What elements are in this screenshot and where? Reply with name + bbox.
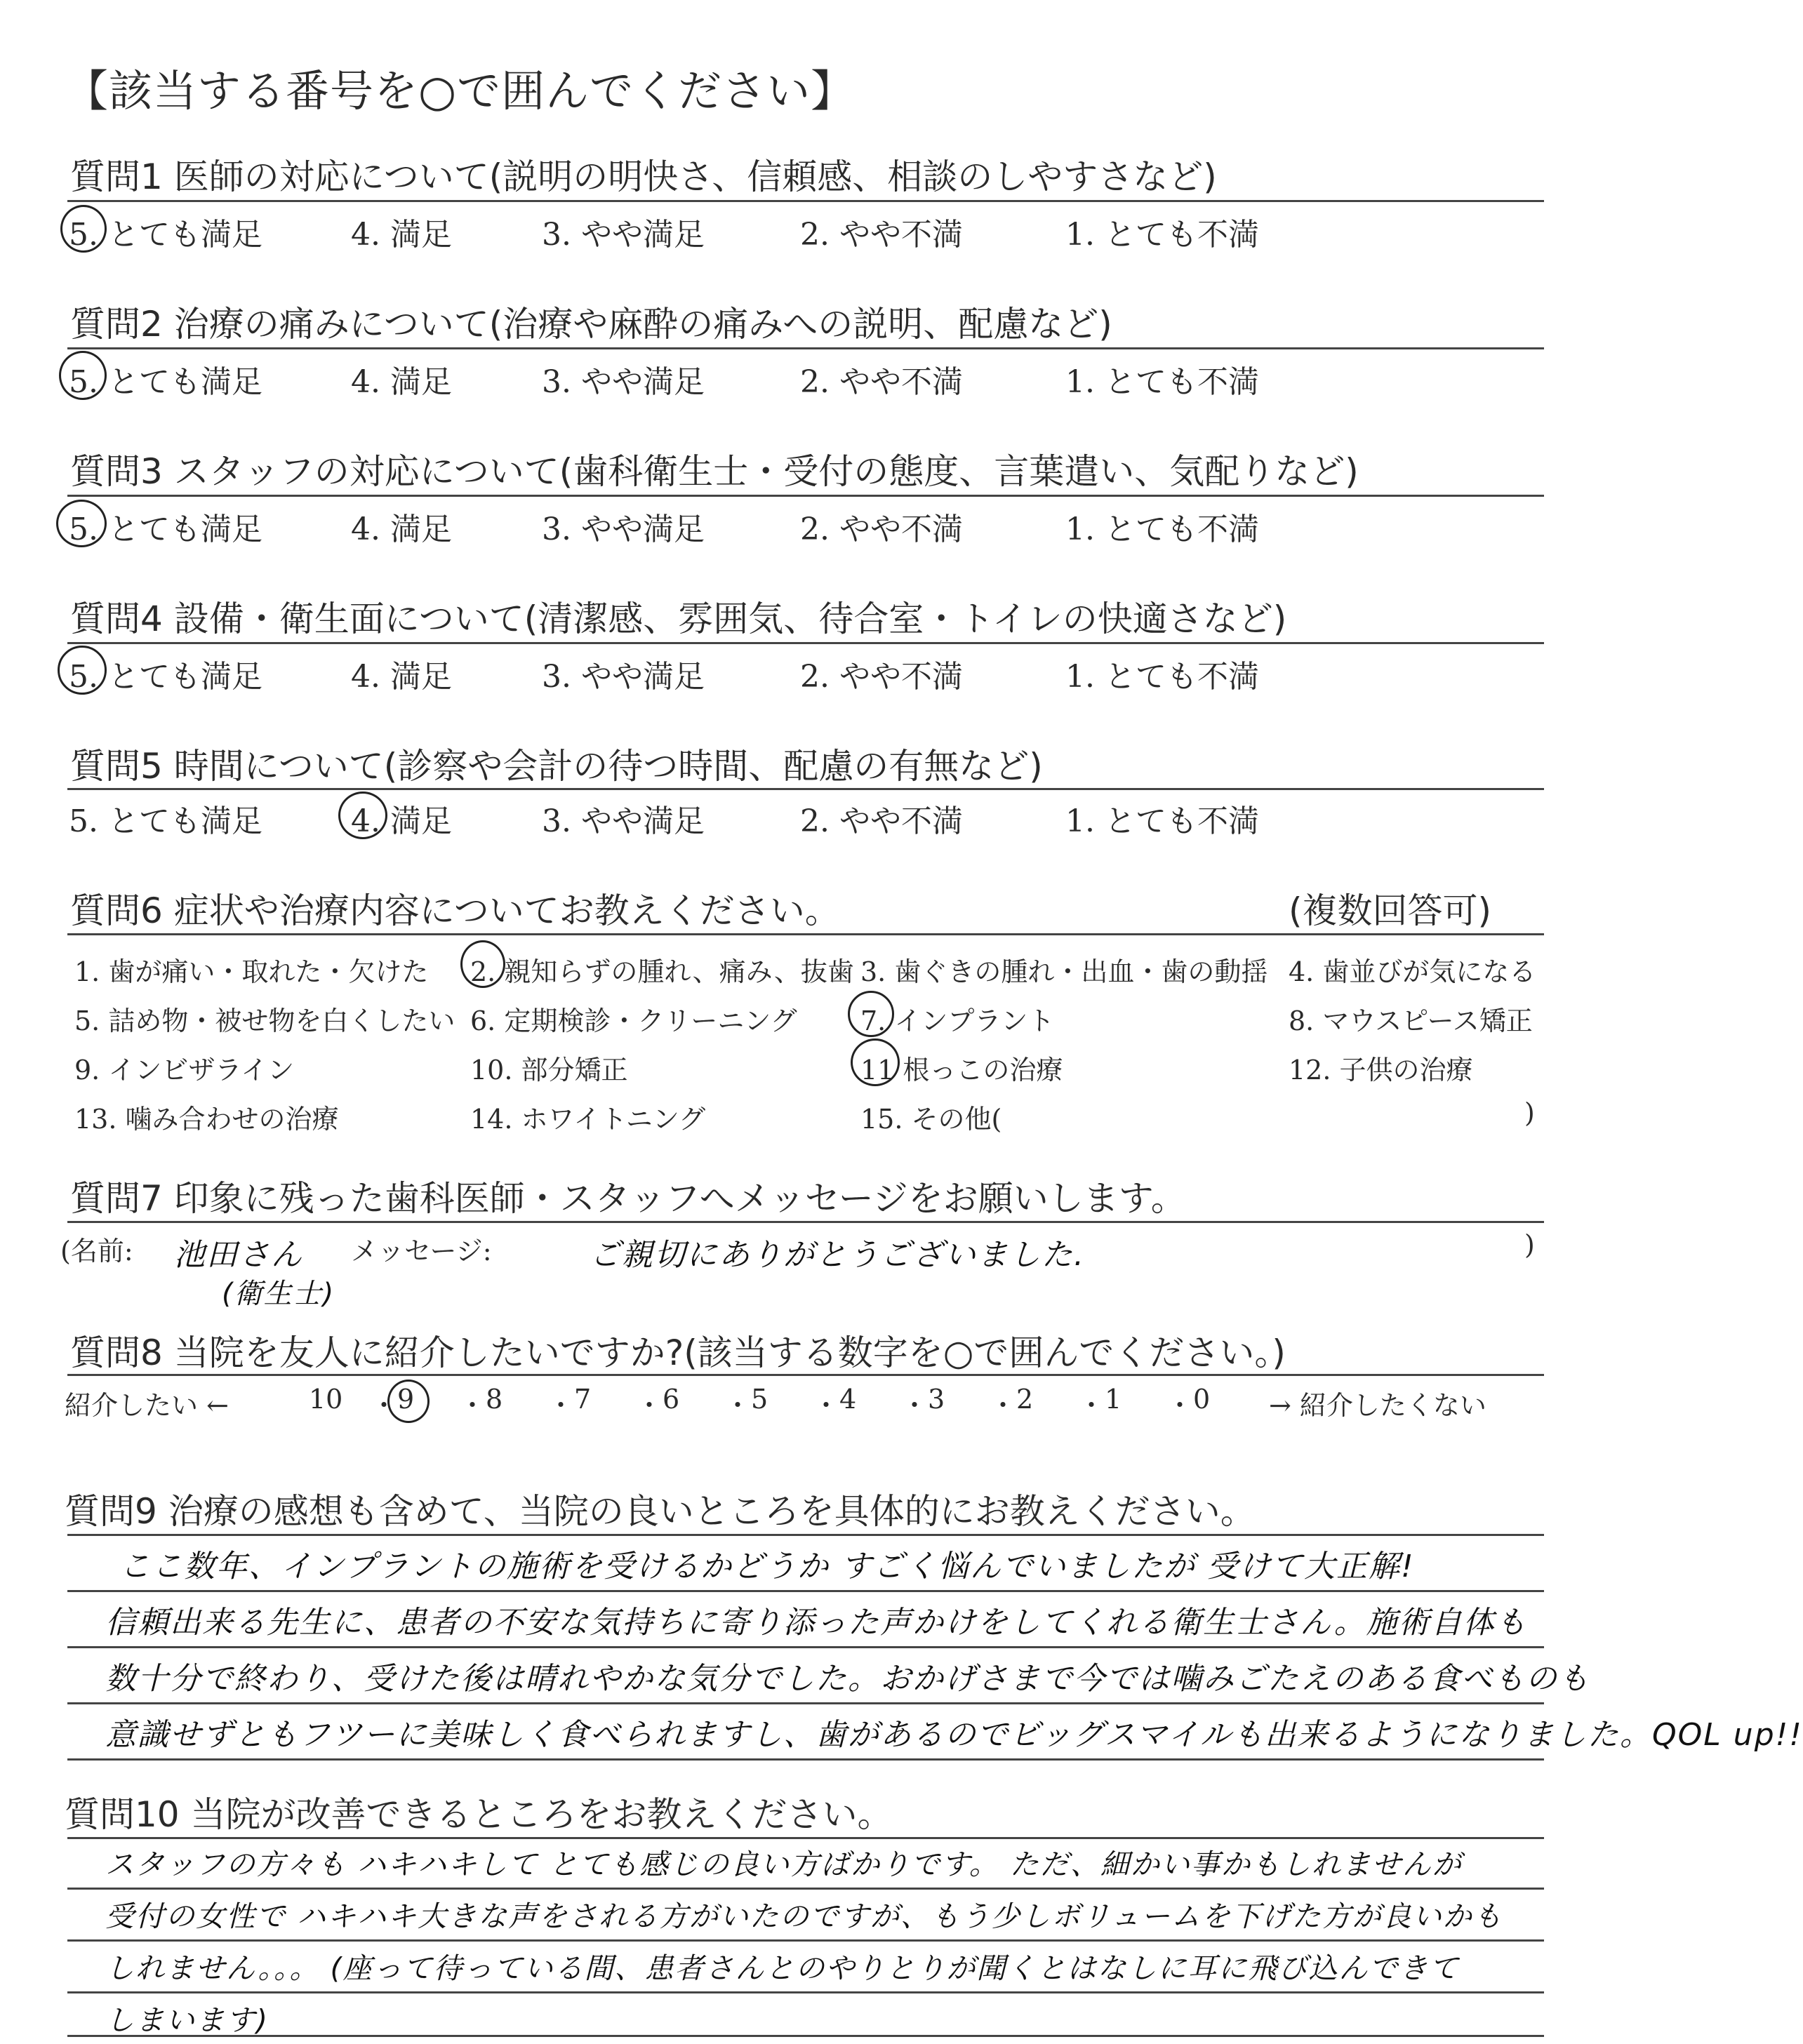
q9-line-3: 数十分で終わり、受けた後は晴れやかな気分でした。おかげさまで今では噛みごたえのある食べものも <box>105 1661 1590 1697</box>
q10-line-4: しまいます) <box>105 2003 269 2037</box>
q7-name-value[interactable]: 池田さん <box>174 1237 303 1273</box>
question-1-title: 質問1 医師の対応について(説明の明快さ、信頼感、相談のしやすさなど) <box>70 156 1217 197</box>
q7-name-sub: (衛生士) <box>222 1278 335 1310</box>
q8-scale-10[interactable]: 10 <box>309 1384 343 1415</box>
q7-close-paren: ) <box>1524 1229 1535 1260</box>
q2-option-3[interactable]: 3. やや満足 <box>542 364 705 400</box>
q9-rule-2 <box>67 1590 1544 1592</box>
q6-item-2[interactable]: 2. 親知らずの腫れ、痛み、抜歯 <box>470 956 854 987</box>
q8-scale-3[interactable]: 3 <box>928 1384 945 1415</box>
q8-scale-9[interactable]: 9 <box>397 1384 415 1415</box>
q8-scale-separator: ・ <box>547 1390 575 1421</box>
question-6-title: 質問6 症状や治療内容についてお教えください。 <box>70 890 840 931</box>
q10-rule-3 <box>67 1939 1544 1942</box>
q6-item-12[interactable]: 12. 子供の治療 <box>1289 1055 1473 1086</box>
q10-rule-1 <box>67 1837 1544 1839</box>
q6-item-3[interactable]: 3. 歯ぐきの腫れ・出血・歯の動揺 <box>860 956 1268 987</box>
q8-scale-4[interactable]: 4 <box>839 1384 857 1415</box>
q6-item-4[interactable]: 4. 歯並びが気になる <box>1289 956 1536 987</box>
q8-scale-1[interactable]: 1 <box>1105 1384 1122 1415</box>
q10-rule-4 <box>67 1991 1544 1993</box>
q1-answer-circle <box>60 205 107 253</box>
q1-option-2[interactable]: 2. やや不満 <box>800 217 963 253</box>
q9-line-4: 意識せずともフツーに美味しく食べられますし、歯があるのでビッグスマイルも出来るようになりました。QOL up!! <box>105 1717 1803 1753</box>
q5-option-1[interactable]: 1. とても不満 <box>1065 803 1259 839</box>
q4-option-1[interactable]: 1. とても不満 <box>1065 659 1259 695</box>
q8-scale-6[interactable]: 6 <box>663 1384 680 1415</box>
q6-item-10[interactable]: 10. 部分矯正 <box>470 1055 628 1086</box>
q2-option-4[interactable]: 4. 満足 <box>351 364 452 400</box>
q10-rule-5 <box>67 2035 1544 2037</box>
q3-answer-circle <box>56 500 107 547</box>
q1-option-3[interactable]: 3. やや満足 <box>542 217 705 253</box>
q9-rule-4 <box>67 1702 1544 1704</box>
q4-answer-circle <box>58 646 107 695</box>
q6-item-9[interactable]: 9. インビザライン <box>74 1055 295 1086</box>
q8-scale-7[interactable]: 7 <box>574 1384 592 1415</box>
q6-item-5[interactable]: 5. 詰め物・被せ物を白くしたい <box>74 1006 455 1036</box>
question-8-title: 質問8 当院を友人に紹介したいですか?(該当する数字を○で囲んでください。) <box>70 1332 1286 1373</box>
question-6-rule <box>67 933 1544 935</box>
q8-scale-0[interactable]: 0 <box>1193 1384 1211 1415</box>
question-8-rule <box>67 1374 1544 1376</box>
q5-option-3[interactable]: 3. やや満足 <box>542 803 705 839</box>
q6-item-6[interactable]: 6. 定期検診・クリーニング <box>470 1006 797 1036</box>
q9-rule-5 <box>67 1758 1544 1761</box>
q4-option-2[interactable]: 2. やや不満 <box>800 659 963 695</box>
q8-scale-separator: ・ <box>990 1390 1017 1421</box>
q8-scale-separator: ・ <box>813 1390 840 1421</box>
q8-scale-2[interactable]: 2 <box>1016 1384 1034 1415</box>
q5-option-2[interactable]: 2. やや不満 <box>800 803 963 839</box>
q10-rule-2 <box>67 1888 1544 1890</box>
question-4-rule <box>67 642 1544 644</box>
q5-answer-circle <box>338 791 387 839</box>
q7-message-label: メッセージ: <box>351 1236 492 1267</box>
question-3-title: 質問3 スタッフの対応について(歯科衛生士・受付の態度、言葉遣い、気配りなど) <box>70 451 1359 492</box>
q5-option-4[interactable]: 4. 満足 <box>351 803 452 839</box>
q8-scale-separator: ・ <box>1078 1390 1105 1421</box>
q10-line-1: スタッフの方々も ハキハキして とても感じの良い方ばかりです。 ただ、細かい事かもしれませんが <box>105 1848 1463 1881</box>
q2-option-5[interactable]: 5. とても満足 <box>69 364 262 400</box>
q6-item-8[interactable]: 8. マウスピース矯正 <box>1289 1006 1533 1036</box>
q10-line-3: しれません。。。 (座って待っている間、患者さんとのやりとりが聞くとはなしに耳に飛び込んできて <box>105 1951 1460 1985</box>
q6-item-15[interactable]: 15. その他( <box>860 1104 1002 1135</box>
q6-item-13[interactable]: 13. 噛み合わせの治療 <box>74 1104 339 1135</box>
q8-scale-8[interactable]: 8 <box>486 1384 503 1415</box>
question-2-title: 質問2 治療の痛みについて(治療や麻酔の痛みへの説明、配慮など) <box>70 304 1112 345</box>
q3-option-2[interactable]: 2. やや不満 <box>800 512 963 547</box>
q3-option-4[interactable]: 4. 満足 <box>351 512 452 547</box>
q6-item-14[interactable]: 14. ホワイトニング <box>470 1104 706 1135</box>
question-10-title: 質問10 当院が改善できるところをお教えください。 <box>65 1794 893 1835</box>
question-5-rule <box>67 788 1544 790</box>
question-3-rule <box>67 495 1544 497</box>
q10-line-2: 受付の女性で ハキハキ大きな声をされる方がいたのですが、もう少しボリュームを下げた方が良いかも <box>105 1899 1503 1933</box>
q2-option-1[interactable]: 1. とても不満 <box>1065 364 1259 400</box>
q1-option-4[interactable]: 4. 満足 <box>351 217 452 253</box>
q6-item-15-close: ) <box>1524 1097 1535 1128</box>
question-7-rule <box>67 1221 1544 1223</box>
q9-rule-1 <box>67 1534 1544 1536</box>
q1-option-1[interactable]: 1. とても不満 <box>1065 217 1259 253</box>
q8-scale-5[interactable]: 5 <box>751 1384 769 1415</box>
q8-scale-separator: ・ <box>636 1390 663 1421</box>
q8-scale-separator: ・ <box>1166 1390 1194 1421</box>
q5-option-5[interactable]: 5. とても満足 <box>69 803 262 839</box>
question-7-title: 質問7 印象に残った歯科医師・スタッフへメッセージをお願いします。 <box>70 1178 1186 1219</box>
q9-line-1: ここ数年、インプラントの施術を受けるかどうか すごく悩んでいましたが 受けて大正解! <box>119 1549 1415 1584</box>
q8-scale-separator: ・ <box>371 1390 398 1421</box>
q4-option-4[interactable]: 4. 満足 <box>351 659 452 695</box>
question-9-title: 質問9 治療の感想も含めて、当院の良いところを具体的にお教えください。 <box>65 1491 1256 1532</box>
question-4-title: 質問4 設備・衛生面について(清潔感、雰囲気、待合室・トイレの快適さなど) <box>70 599 1287 639</box>
q6-circle-11 <box>851 1038 900 1086</box>
q1-option-5[interactable]: 5. とても満足 <box>69 217 262 253</box>
q8-left-label: 紹介したい ← <box>65 1390 229 1421</box>
q7-message-value[interactable]: ご親切にありがとうございました. <box>590 1237 1085 1273</box>
q6-item-7[interactable]: 7. インプラント <box>860 1006 1055 1036</box>
q6-item-11[interactable]: 11 根っこの治療 <box>860 1055 1063 1086</box>
q8-answer-circle <box>387 1380 430 1423</box>
q6-item-1[interactable]: 1. 歯が痛い・取れた・欠けた <box>74 956 429 987</box>
q4-option-5[interactable]: 5. とても満足 <box>69 659 262 695</box>
question-1-rule <box>67 200 1544 202</box>
question-5-title: 質問5 時間について(診察や会計の待つ時間、配慮の有無など) <box>70 746 1043 787</box>
q6-circle-2 <box>460 940 505 988</box>
q3-option-5[interactable]: 5. とても満足 <box>69 512 262 547</box>
q2-answer-circle <box>59 351 107 400</box>
q6-circle-7 <box>848 991 894 1037</box>
q8-right-label: → 紹介したくない <box>1269 1390 1486 1421</box>
q4-option-3[interactable]: 3. やや満足 <box>542 659 705 695</box>
q7-name-label: (名前: <box>60 1236 133 1267</box>
q8-scale-separator: ・ <box>901 1390 929 1421</box>
question-6-note: (複数回答可) <box>1289 890 1492 931</box>
page-title: 【該当する番号を○で囲んでください】 <box>65 65 856 116</box>
q8-scale-separator: ・ <box>459 1390 486 1421</box>
q3-option-1[interactable]: 1. とても不満 <box>1065 512 1259 547</box>
q9-line-2: 信頼出来る先生に、患者の不安な気持ちに寄り添った声かけをしてくれる衛生士さん。施術自体も <box>105 1605 1528 1641</box>
q3-option-3[interactable]: 3. やや満足 <box>542 512 705 547</box>
question-2-rule <box>67 347 1544 349</box>
q2-option-2[interactable]: 2. やや不満 <box>800 364 963 400</box>
q8-scale-separator: ・ <box>724 1390 752 1421</box>
q9-rule-3 <box>67 1646 1544 1648</box>
